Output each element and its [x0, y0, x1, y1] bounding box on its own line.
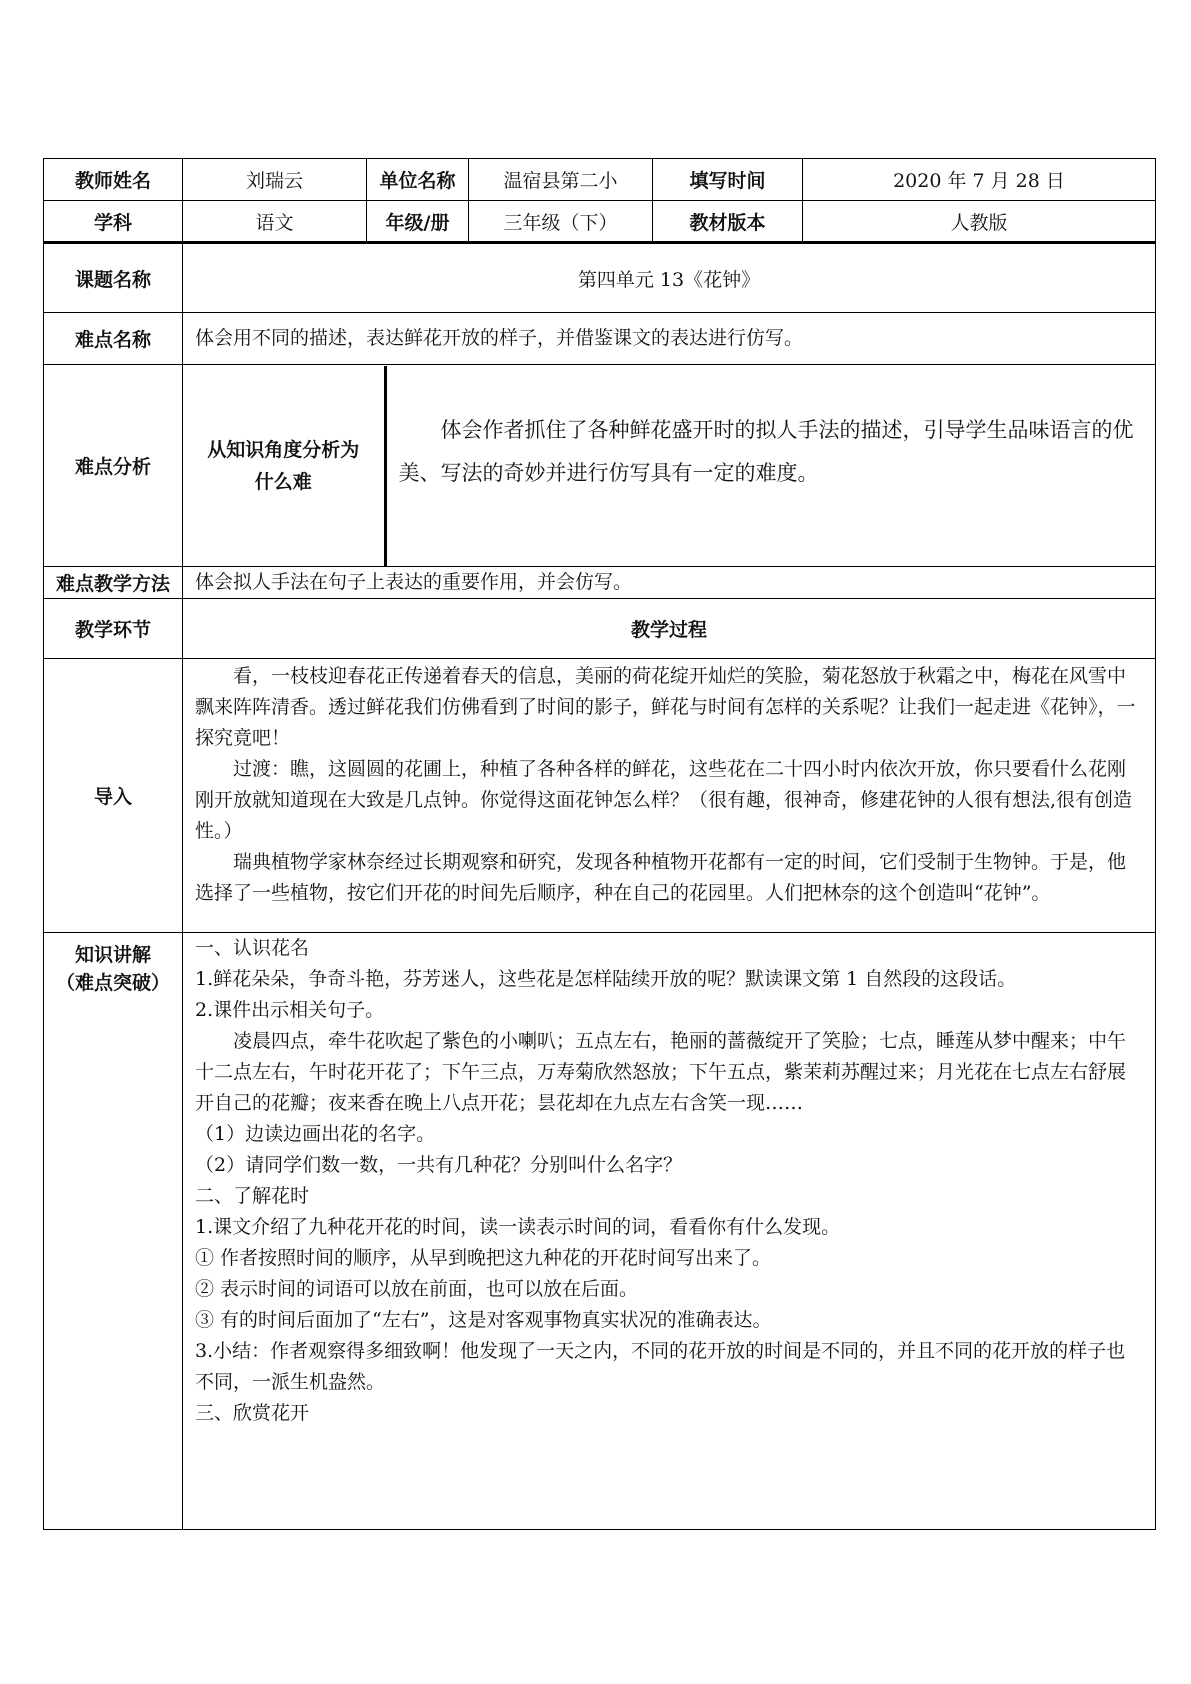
intro-paragraph: 瑞典植物学家林奈经过长期观察和研究，发现各种植物开花都有一定的时间，它们受制于生物钟。于是，他选择了一些植物，按它们开花的时间先后顺序，种在自己的花园里。人们把林奈的这个创造叫“花钟”。 [195, 851, 1127, 904]
analysis-sublabel [183, 366, 385, 566]
analysis-inner-table [183, 366, 1155, 566]
knowledge-line: ① 作者按照时间的顺序，从早到晚把这九种花的开花时间写出来了。 [195, 1247, 772, 1269]
difficulty-label: 难点名称 [44, 313, 183, 365]
edition-label: 教材版本 [653, 201, 803, 243]
knowledge-content [183, 933, 1156, 1530]
process-section-label: 教学环节 [44, 599, 183, 659]
topic-row [44, 243, 1156, 313]
intro-paragraph: 过渡：瞧，这圆圆的花圃上，种植了各种各样的鲜花，这些花在二十四小时内依次开放，你只要看什么花刚刚开放就知道现在大致是几点钟。你觉得这面花钟怎么样？（很有趣，很神奇，修建花钟的人很有想法,很有创造性。） [195, 758, 1133, 842]
analysis-sublabel-line2: 什么难 [254, 470, 312, 493]
knowledge-line: 一、认识花名 [195, 937, 310, 959]
fill-date-value: 2020 年 7 月 28 日 [803, 159, 1156, 201]
difficulty-row [44, 313, 1156, 365]
process-header-row [44, 599, 1156, 659]
method-row [44, 567, 1156, 599]
knowledge-line: 2.课件出示相关句子。 [195, 999, 385, 1021]
unit-name-label: 单位名称 [367, 159, 469, 201]
lesson-plan-table [43, 158, 1156, 1530]
teacher-name-label: 教师姓名 [44, 159, 183, 201]
knowledge-line: （1）边读边画出花的名字。 [195, 1123, 436, 1145]
intro-content [183, 659, 1156, 933]
knowledge-row [44, 933, 1156, 1530]
knowledge-label [44, 933, 183, 1530]
topic-label: 课题名称 [44, 243, 183, 313]
knowledge-line: 3.小结：作者观察得多细致啊！他发现了一天之内，不同的花开放的时间是不同的，并且不同的花开放的样子也不同，一派生机盎然。 [195, 1340, 1126, 1393]
edition-value: 人教版 [803, 201, 1156, 243]
method-value: 体会拟人手法在句子上表达的重要作用，并会仿写。 [183, 567, 1156, 599]
method-label: 难点教学方法 [44, 567, 183, 599]
knowledge-line: （2）请同学们数一数，一共有几种花？分别叫什么名字？ [195, 1154, 683, 1176]
knowledge-line: 1.课文介绍了九种花开花的时间，读一读表示时间的词，看看你有什么发现。 [195, 1216, 841, 1238]
knowledge-line: 二、了解花时 [195, 1185, 310, 1207]
header-row-1 [44, 159, 1156, 201]
process-header-value: 教学过程 [183, 599, 1156, 659]
fill-date-label: 填写时间 [653, 159, 803, 201]
intro-label: 导入 [44, 659, 183, 933]
subject-value: 语文 [183, 201, 367, 243]
analysis-row [44, 365, 1156, 567]
knowledge-line: ③ 有的时间后面加了“左右”，这是对客观事物真实状况的准确表达。 [195, 1309, 772, 1331]
knowledge-label-line2: （难点突破） [55, 972, 170, 994]
unit-name-value: 温宿县第二小 [469, 159, 653, 201]
analysis-text: 体会作者抓住了各种鲜花盛开时的拟人手法的描述，引导学生品味语言的优美、写法的奇妙并进行仿写具有一定的难度。 [398, 417, 1134, 485]
knowledge-line: 三、欣赏花开 [195, 1402, 310, 1424]
difficulty-value: 体会用不同的描述，表达鲜花开放的样子，并借鉴课文的表达进行仿写。 [183, 313, 1156, 365]
grade-label: 年级/册 [367, 201, 469, 243]
knowledge-label-line1: 知识讲解 [74, 944, 151, 966]
analysis-label: 难点分析 [44, 365, 183, 567]
intro-paragraph: 看，一枝枝迎春花正传递着春天的信息，美丽的荷花绽开灿烂的笑脸，菊花怒放于秋霜之中，梅花在风雪中飘来阵阵清香。透过鲜花我们仿佛看到了时间的影子，鲜花与时间有怎样的关系呢？让我们一起走进《花钟》，一探究竟吧！ [195, 665, 1136, 749]
grade-value: 三年级（下） [469, 201, 653, 243]
topic-value: 第四单元 13《花钟》 [183, 243, 1156, 313]
knowledge-line: 凌晨四点，牵牛花吹起了紫色的小喇叭；五点左右，艳丽的蔷薇绽开了笑脸；七点，睡莲从梦中醒来；中午十二点左右，午时花开花了；下午三点，万寿菊欣然怒放；下午五点，紫茉莉苏醒过来；月光花在七点左右舒展开自己的花瓣；夜来香在晚上八点开花；昙花却在九点左右含笑一现…… [195, 1030, 1127, 1114]
header-row-2 [44, 201, 1156, 243]
knowledge-line: ② 表示时间的词语可以放在前面，也可以放在后面。 [195, 1278, 639, 1300]
knowledge-line: 1.鲜花朵朵，争奇斗艳，芬芳迷人，这些花是怎样陆续开放的呢？默读课文第 1 自然段的这段话。 [195, 968, 1017, 990]
analysis-sublabel-line1: 从知识角度分析为 [207, 438, 360, 461]
teacher-name-value: 刘瑞云 [183, 159, 367, 201]
subject-label: 学科 [44, 201, 183, 243]
intro-row [44, 659, 1156, 933]
